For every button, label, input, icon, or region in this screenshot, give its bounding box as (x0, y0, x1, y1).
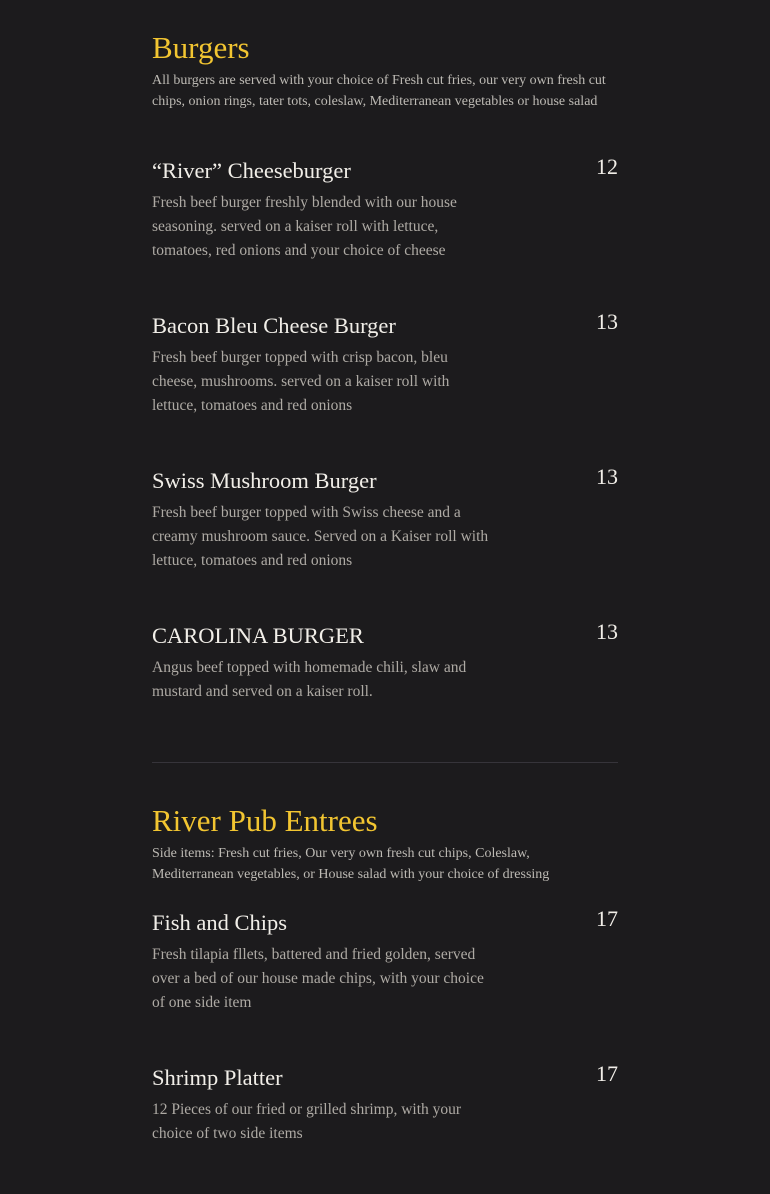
section-note-entrees: Side items: Fresh cut fries, Our very own fresh cut chips, Coleslaw, Mediterranean vegetables, or House salad with your choice of dressing (152, 846, 550, 882)
item-description: Fresh beef burger freshly blended with our house seasoning. served on a kaiser roll with lettuce, tomatoes, red onions and your choice of cheese (152, 194, 457, 259)
item-description: Angus beef topped with homemade chili, slaw and mustard and served on a kaiser roll. (152, 659, 467, 700)
item-name: Fish and Chips (152, 910, 288, 935)
item-name: Swiss Mushroom Burger (152, 468, 377, 493)
item-name: Bacon Bleu Cheese Burger (152, 313, 396, 338)
section-divider (152, 762, 618, 763)
item-description: Fresh beef burger topped with Swiss cheese and a creamy mushroom sauce. Served on a Kaiser roll with lettuce, tomatoes and red onions (152, 504, 489, 569)
item-description: 12 Pieces of our fried or grilled shrimp, with your choice of two side items (152, 1101, 462, 1142)
item-price: 13 (596, 619, 618, 644)
item-price: 13 (596, 464, 618, 489)
item-price: 13 (596, 309, 618, 334)
item-description: Fresh beef burger topped with crisp bacon, bleu cheese, mushrooms. served on a kaiser roll with lettuce, tomatoes and red onions (152, 349, 450, 414)
item-price: 12 (596, 154, 618, 179)
item-description: Fresh tilapia fllets, battered and fried golden, served over a bed of our house made chips, with your choice of one side item (152, 946, 484, 1011)
item-price: 17 (596, 1061, 618, 1086)
section-note-burgers: All burgers are served with your choice of Fresh cut fries, our very own fresh cut chips, onion rings, tater tots, coleslaw, Mediterranean vegetables or house salad (152, 73, 606, 109)
item-price: 17 (596, 906, 618, 931)
item-name: Shrimp Platter (152, 1065, 283, 1090)
item-name: “River” Cheeseburger (152, 158, 351, 183)
section-title-entrees: River Pub Entrees (152, 803, 378, 838)
item-name: CAROLINA BURGER (152, 623, 364, 648)
section-title-burgers: Burgers (152, 30, 250, 65)
